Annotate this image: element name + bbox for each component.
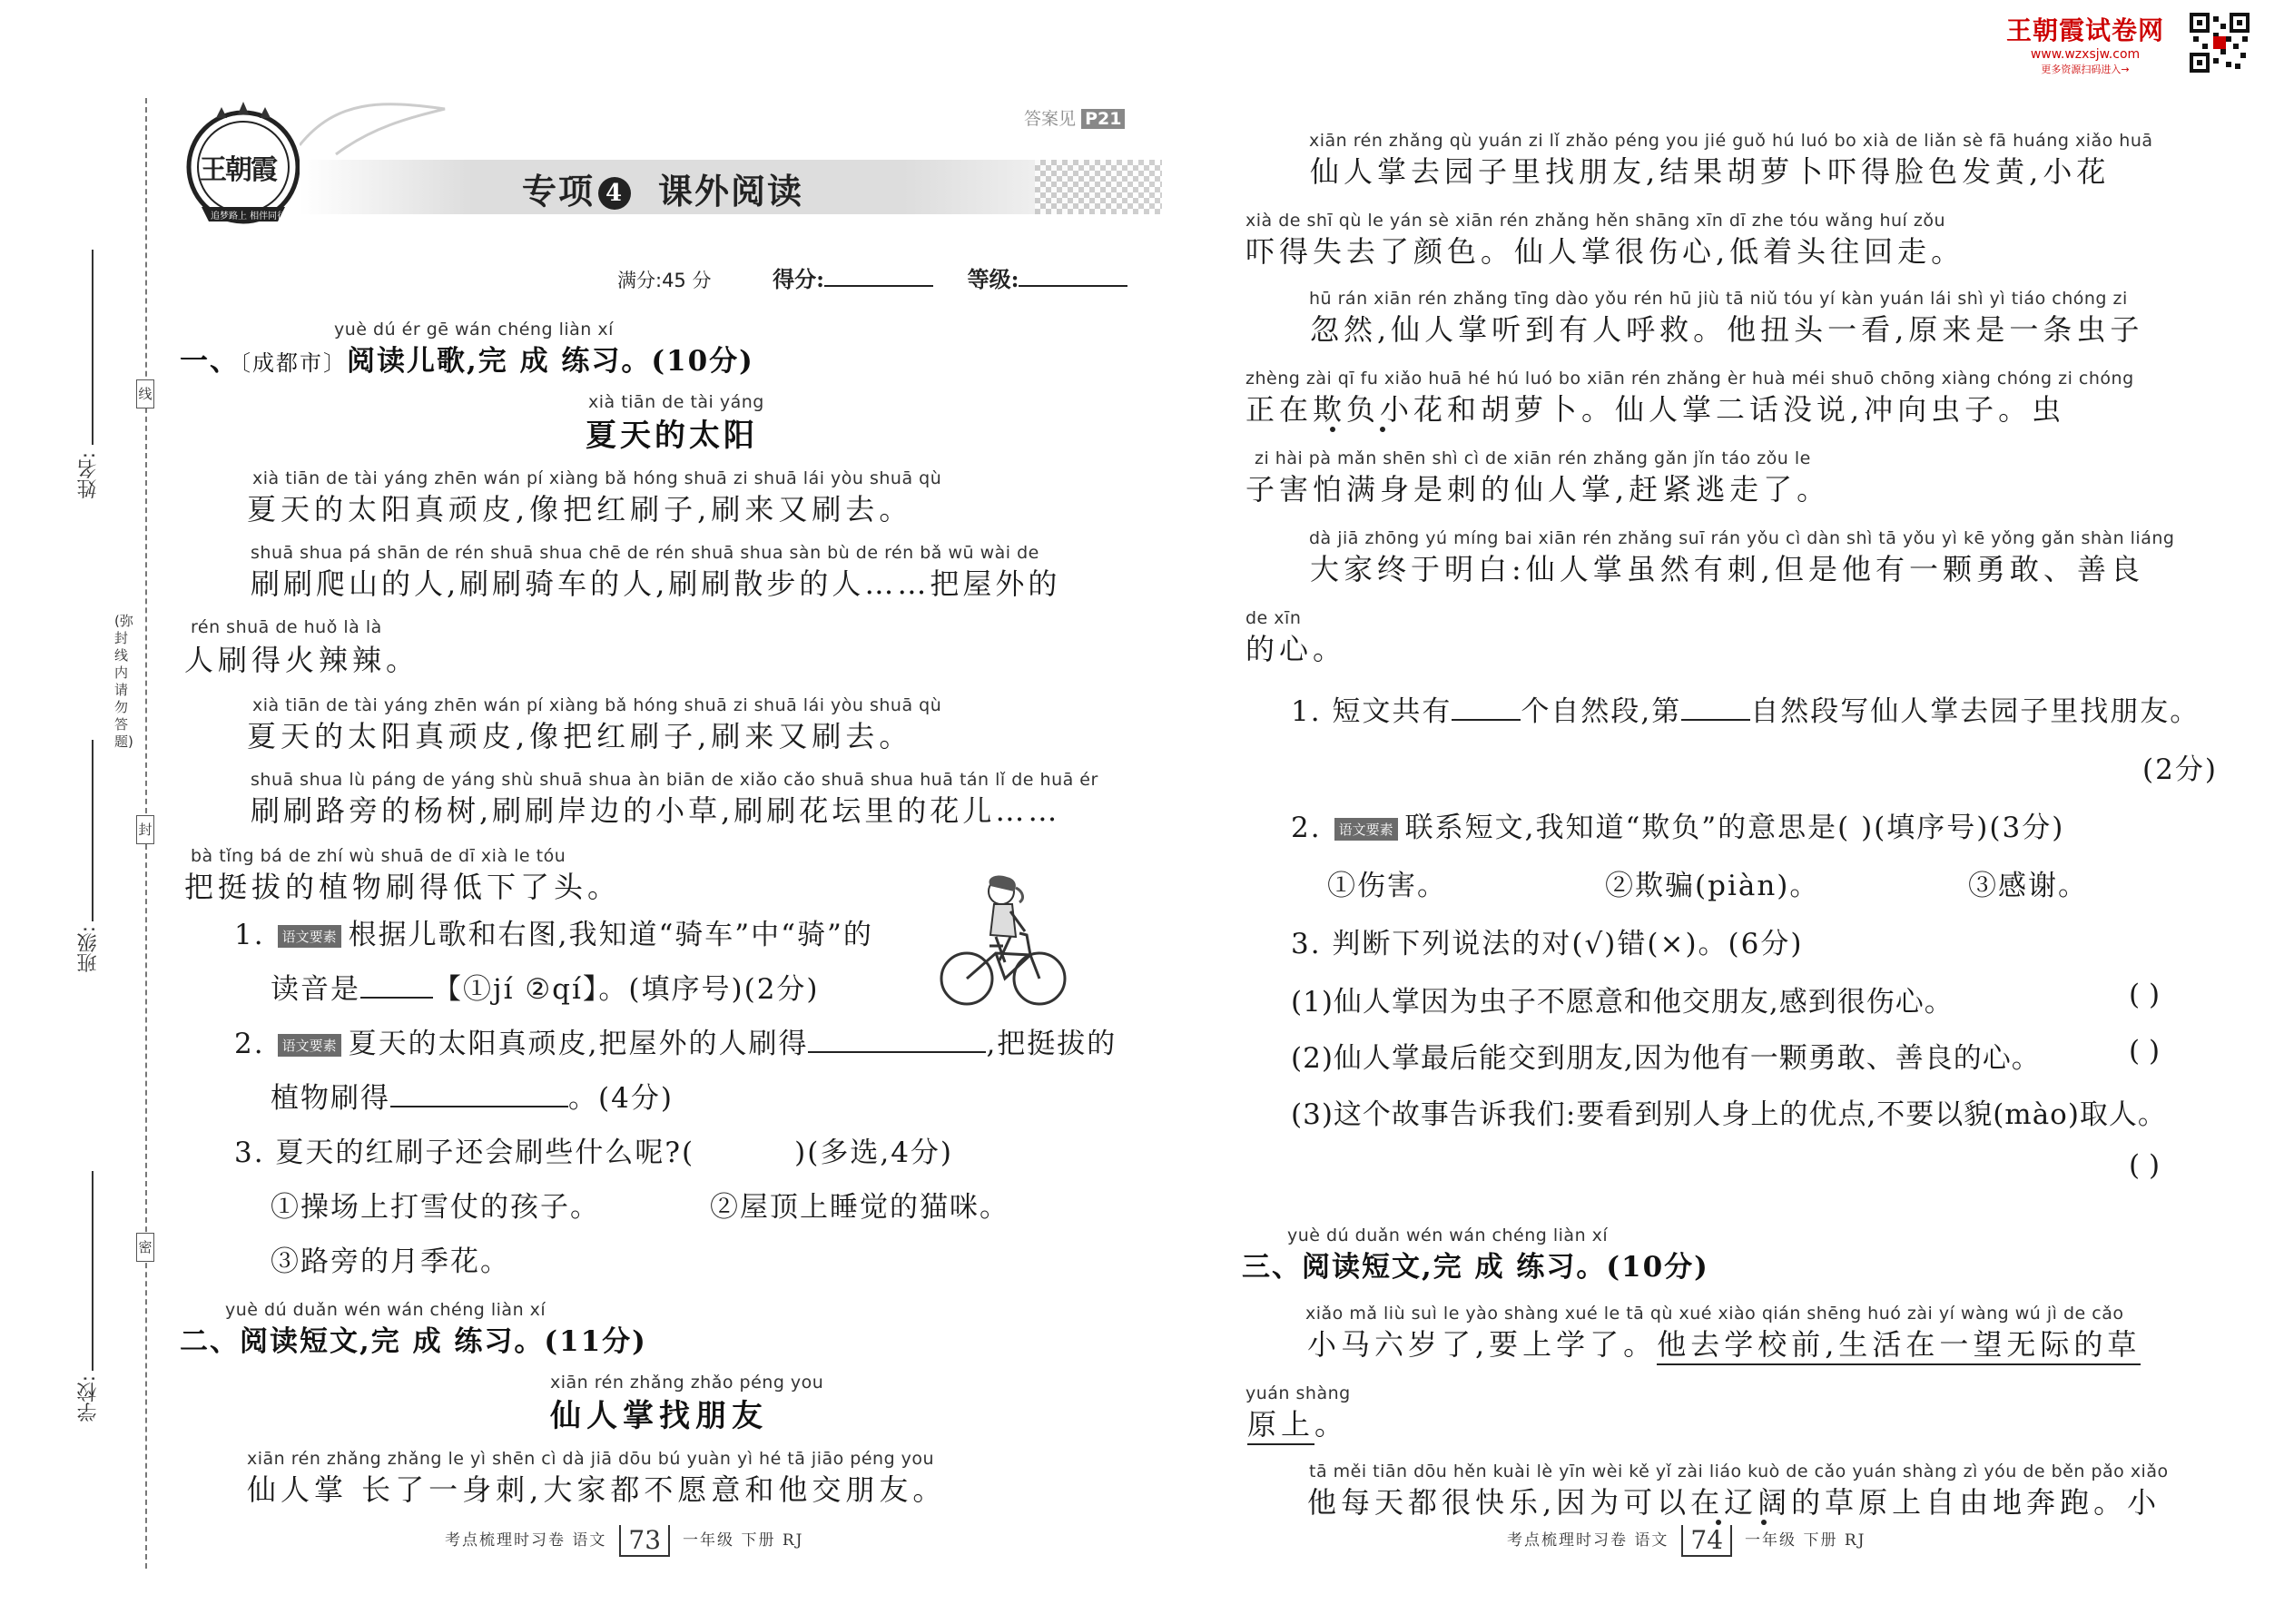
s2-q1-text2: 个自然段,第	[1521, 695, 1682, 728]
answer-ref-page: P21	[1081, 109, 1125, 129]
s2-q3-answer-1[interactable]: ( )	[2129, 979, 2161, 1011]
seal-mark-line: 线	[136, 379, 154, 408]
s1-q1-text: 根据儿歌和右图,我知道“骑车”中“骑”的	[348, 919, 873, 951]
story-title: 仙人掌找朋友	[550, 1398, 768, 1434]
logo-ribbon-decoration	[300, 91, 454, 163]
name-label: 姓名:	[77, 452, 100, 499]
title-checker-decoration	[1035, 160, 1162, 214]
story-line: 仙人掌去园子里找朋友,结果胡萝卜吓得脸色发黄,小花	[1310, 154, 2111, 189]
s2-q1-text: 1. 短文共有	[1291, 695, 1452, 728]
seal-note: (弥封线内请勿答题)	[114, 613, 133, 750]
skill-tag: 语文要素	[1334, 818, 1398, 841]
s2-q3-answer-3[interactable]: ( )	[2129, 1149, 2161, 1182]
s2-heading-pinyin: yuè dú duǎn wén wán chéng liàn xí	[225, 1300, 546, 1320]
s3-line-text: 小马六岁了,要上学了。	[1307, 1327, 1658, 1362]
s2-q2	[1291, 804, 2064, 845]
footer-right-book: 考点梳理时习卷 语文	[1507, 1531, 1669, 1550]
story-line: 子害怕满身是刺的仙人掌,赶紧逃走了。	[1245, 472, 1831, 507]
s1-q3-option-2: ②屋顶上睡觉的猫咪。	[710, 1191, 1009, 1224]
s1-q1	[234, 911, 873, 952]
brand-logo	[180, 100, 307, 227]
title-text: 课外阅读	[658, 171, 804, 212]
s3-line-pinyin: yuán shàng	[1245, 1383, 1351, 1403]
s3-underlined-sentence: 他去学校前,生活在一望无际的草	[1657, 1327, 2141, 1365]
s1-q2	[234, 1020, 1117, 1061]
s1-q3-text: 3. 夏天的红刷子还会刷些什么呢?(	[234, 1137, 695, 1169]
s1-q1-options: 【①jí ②qí】。(填序号)(2分)	[433, 973, 820, 1006]
site-brand	[2006, 11, 2164, 76]
s2-heading: 二、阅读短文,完 成 练习。(11分)	[180, 1325, 647, 1358]
s1-q2-number: 2.	[234, 1028, 265, 1060]
s2-q3-item-2: (2)仙人掌最后能交到朋友,因为他有一颗勇敢、善良的心。	[1291, 1042, 2041, 1075]
s1-q3-option-3: ③路旁的月季花。	[271, 1245, 510, 1278]
emphasis-dot	[1330, 427, 1335, 432]
logo-subtitle: 追梦路上 相伴同行	[211, 212, 287, 221]
poem-title-pinyin: xià tiān de tài yáng	[588, 392, 764, 412]
s1-q2-score: 。(4分)	[568, 1082, 674, 1115]
s3-line: 他每天都很快乐,因为可以在辽阔的草原上自由地奔跑。小	[1307, 1485, 2161, 1520]
poem-title: 夏天的太阳	[586, 418, 758, 454]
story-line-pinyin: xiān rén zhǎng zhǎng le yì shēn cì dà jiā dōu bú yuàn yì hé tā jiāo péng you	[247, 1449, 935, 1469]
page-number-73: 73	[619, 1525, 670, 1557]
story-line: 忽然,仙人掌听到有人呼救。他扭头一看,原来是一条虫子	[1310, 312, 2144, 347]
answer-ref-label: 答案见	[1024, 109, 1077, 129]
footer-left-book: 考点梳理时习卷 语文	[445, 1531, 607, 1550]
s3-line-pinyin: xiǎo mǎ liù suì le yào shàng xué le tā qù xué xiào qián shēng huó zài yí wàng wú jì de cǎo	[1305, 1304, 2124, 1324]
s2-q2-number: 2.	[1291, 812, 1322, 844]
s1-title: 阅读儿歌,完 成 练习。(10分)	[347, 345, 754, 378]
title-number-badge: 4	[598, 177, 631, 210]
s3-heading-pinyin: yuè dú duǎn wén wán chéng liàn xí	[1287, 1225, 1609, 1245]
s2-q2-option-1: ①伤害。	[1327, 870, 1447, 902]
s3-line	[1247, 1402, 1348, 1443]
answer-reference	[1024, 105, 1125, 130]
s1-q3-score: )(多选,4分)	[794, 1137, 954, 1169]
s2-q1	[1291, 688, 2200, 729]
s1-q2-line2	[271, 1075, 674, 1116]
seal-mark-seal: 封	[136, 815, 154, 844]
s1-q1-answer-blank[interactable]	[360, 997, 433, 999]
page-number-74: 74	[1681, 1525, 1732, 1557]
poem-line: 刷刷爬山的人,刷刷骑车的人,刷刷散步的人……把屋外的	[251, 566, 1061, 601]
s1-q1-number: 1.	[234, 919, 265, 951]
s1-heading-pinyin: yuè dú ér gē wán chéng liàn xí	[334, 320, 614, 340]
skill-tag: 语文要素	[278, 1034, 341, 1057]
s1-heading	[180, 338, 754, 379]
story-line-pinyin: xiān rén zhǎng qù yuán zi lǐ zhǎo péng you jié guǒ hú luó bo xià de liǎn sè fā huáng xiǎo huā	[1309, 131, 2153, 151]
s2-q2-option-3: ③感谢。	[1968, 870, 2088, 902]
school-field[interactable]	[92, 1171, 94, 1371]
story-title-pinyin: xiān rén zhǎng zhǎo péng you	[550, 1373, 824, 1393]
s2-q1-blank-2[interactable]	[1681, 719, 1750, 721]
score-field[interactable]	[824, 285, 933, 287]
s1-q2-text2: ,把挺拔的	[986, 1028, 1117, 1060]
s1-q2-text: 夏天的太阳真顽皮,把屋外的人刷得	[348, 1028, 809, 1060]
poem-line: 夏天的太阳真顽皮,像把红刷子,刷来又刷去。	[247, 492, 913, 527]
story-line-pinyin: hū rán xiān rén zhǎng tīng dào yǒu rén hū jiù tā niǔ tóu yí kàn yuán lái shì yì tiáo chóng zi	[1309, 289, 2128, 309]
full-score: 满分:45 分	[617, 270, 712, 291]
s1-q2-text3: 植物刷得	[271, 1082, 390, 1115]
score-bar	[617, 261, 1127, 293]
story-line-pinyin: de xīn	[1245, 608, 1302, 628]
s3-heading: 三、阅读短文,完 成 练习。(10分)	[1242, 1251, 1709, 1284]
title-prefix: 专项	[522, 171, 596, 212]
s1-q3	[234, 1129, 953, 1170]
s2-q1-blank-1[interactable]	[1452, 719, 1521, 721]
story-line-pinyin: zhèng zài qī fu xiǎo huā hé hú luó bo xiān rén zhǎng èr huà méi shuō chōng xiàng chóng zi chóng	[1245, 369, 2134, 389]
name-field[interactable]	[92, 250, 94, 445]
s2-q2-option-2: ②欺骗(piàn)。	[1605, 870, 1820, 902]
poem-line-pinyin: shuā shua pá shān de rén shuā shua chē de rén shuā shua sàn bù de rén bǎ wū wài de	[251, 543, 1039, 563]
footer-right-grade: 一年级 下册 RJ	[1745, 1531, 1866, 1550]
logo-text: 王朝霞	[200, 154, 276, 186]
poem-line-pinyin: xià tiān de tài yáng zhēn wán pí xiàng bǎ hóng shuā zi shuā lái yòu shuā qù	[252, 695, 942, 715]
s2-q2-text: 联系短文,我知道“欺负”的意思是( )(填序号)(3分)	[1404, 812, 2065, 844]
s1-q1-line2	[271, 966, 820, 1007]
story-line: 的心。	[1245, 632, 1347, 666]
s1-prefix: 一、	[180, 345, 240, 378]
s3-line	[1307, 1322, 2141, 1363]
story-line: 仙人掌 长了一身刺,大家都不愿意和他交朋友。	[247, 1472, 947, 1507]
footer-left	[445, 1525, 803, 1557]
school-label: 学校:	[77, 1375, 100, 1422]
s1-q2-blank-1[interactable]	[808, 1051, 986, 1053]
s2-q3-item-1: (1)仙人掌因为虫子不愿意和他交朋友,感到很伤心。	[1291, 986, 1954, 1019]
footer-left-grade: 一年级 下册 RJ	[683, 1531, 804, 1550]
s1-q3-option-1: ①操场上打雪仗的孩子。	[271, 1191, 600, 1224]
s3-underlined-sentence-end: 原上	[1247, 1407, 1314, 1445]
grade-field[interactable]	[1019, 285, 1127, 287]
skill-tag: 语文要素	[278, 925, 341, 948]
emphasis-dot	[1380, 427, 1385, 432]
grade-label: 等级:	[967, 266, 1019, 292]
class-field[interactable]	[92, 740, 94, 921]
s1-q2-blank-2[interactable]	[390, 1106, 568, 1107]
class-label: 班级:	[77, 926, 100, 973]
s3-line-text: 。	[1314, 1407, 1349, 1442]
story-line-pinyin: dà jiā zhōng yú míng bai xiān rén zhǎng suī rán yǒu cì dàn shì tā yǒu yì kē yǒng gǎn shàn liáng	[1309, 528, 2175, 548]
poem-line-pinyin: shuā shua lù páng de yáng shù shuā shua àn biān de xiǎo cǎo shuā shua huā tán lǐ de huā ér	[251, 770, 1098, 790]
footer-right	[1507, 1525, 1866, 1557]
site-note: 更多资源扫码进入→	[2041, 64, 2130, 75]
poem-line-pinyin: xià tiān de tài yáng zhēn wán pí xiàng bǎ hóng shuā zi shuā lái yòu shuā qù	[252, 468, 942, 488]
score-label: 得分:	[773, 266, 824, 292]
s3-line-pinyin: tā měi tiān dōu hěn kuài lè yīn wèi kě yǐ zài liáo kuò de cǎo yuán shàng zì yóu de běn pǎo xiǎo	[1309, 1462, 2169, 1481]
story-line: 大家终于明白:仙人掌虽然有刺,但是他有一颗勇敢、善良	[1310, 552, 2144, 586]
story-line-pinyin: xià de shī qù le yán sè xiān rén zhǎng hěn shāng xīn dī zhe tóu wǎng huí zǒu	[1245, 211, 1946, 231]
s2-q3-item-3: (3)这个故事告诉我们:要看到别人身上的优点,不要以貌(mào)取人。	[1291, 1098, 2167, 1131]
poem-line-pinyin: rén shuā de huǒ là là	[191, 617, 382, 637]
s1-region: 〔成都市〕	[240, 350, 347, 376]
page-title	[522, 163, 803, 213]
poem-line: 刷刷路旁的杨树,刷刷岸边的小草,刷刷花坛里的花儿……	[251, 793, 1061, 828]
s2-q1-score: (2分)	[2142, 753, 2218, 786]
s2-q3-answer-2[interactable]: ( )	[2129, 1035, 2161, 1068]
poem-line-pinyin: bà tǐng bá de zhí wù shuā de dī xià le tóu	[191, 846, 566, 866]
qr-code-icon[interactable]	[2190, 13, 2250, 73]
story-line: 吓得失去了颜色。仙人掌很伤心,低着头往回走。	[1245, 234, 1965, 269]
seal-mark-secret: 密	[136, 1233, 154, 1262]
poem-line: 人刷得火辣辣。	[184, 643, 420, 677]
story-line: 正在欺负小花和胡萝卜。仙人掌二话没说,冲向虫子。虫	[1245, 392, 2066, 427]
girl-bicycle-illustration	[940, 871, 1067, 1012]
story-line-pinyin: zi hài pà mǎn shēn shì cì de xiān rén zhǎng gǎn jǐn táo zǒu le	[1255, 448, 1811, 468]
s1-q1-text2: 读音是	[271, 973, 360, 1006]
site-name: 王朝霞试卷网	[2006, 15, 2165, 45]
s2-q3: 3. 判断下列说法的对(√)错(×)。(6分)	[1291, 928, 1804, 960]
site-url[interactable]: www.wzxsjw.com	[2030, 47, 2141, 62]
s2-q1-text3: 自然段写仙人掌去园子里找朋友。	[1750, 695, 2200, 728]
poem-line: 夏天的太阳真顽皮,像把红刷子,刷来又刷去。	[247, 719, 913, 753]
poem-line: 把挺拔的植物刷得低下了头。	[184, 870, 622, 904]
